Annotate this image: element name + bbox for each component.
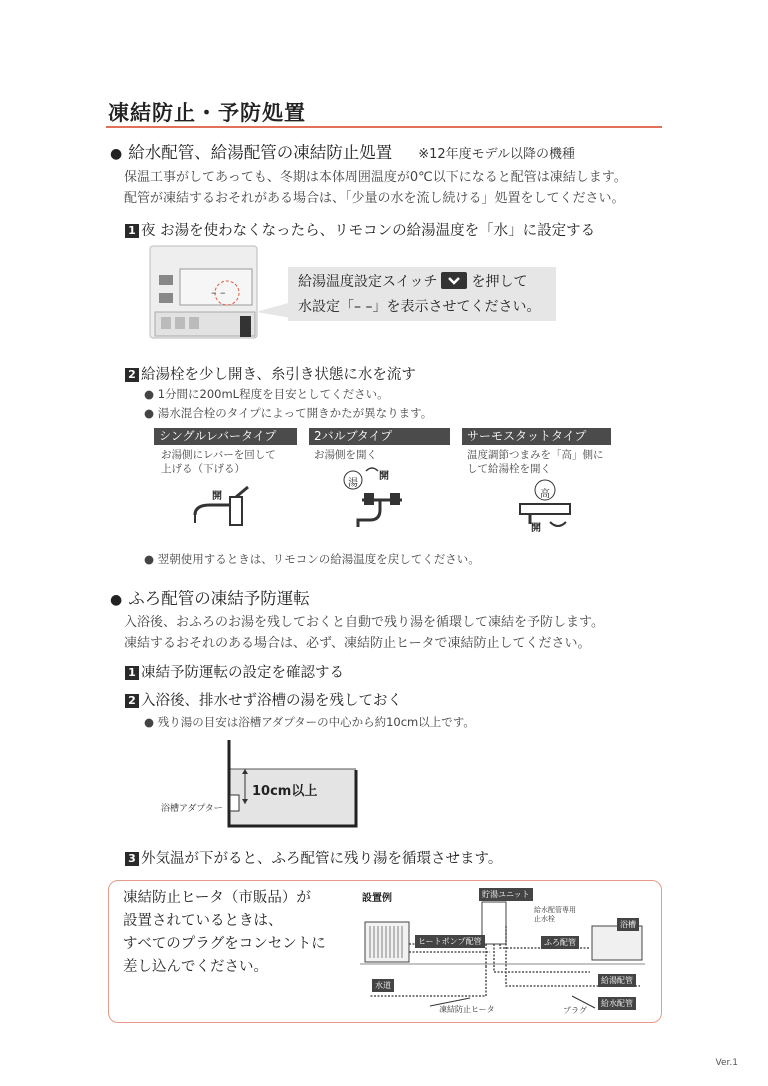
bullet-next-morning: ● 翌朝使用するときは、リモコンの給湯温度を戻してください。 xyxy=(144,552,480,566)
faucet-desc-two-valve: お湯側を開く xyxy=(314,449,377,461)
section1-body-line1: 保温工事がしてあっても、冬期は本体周囲温度が0℃以下になると配管は凍結します。 xyxy=(124,170,627,185)
single-lever-faucet-icon xyxy=(190,485,260,535)
diagram-label-water-pipe: 給水配管 xyxy=(598,997,636,1010)
callout-text-line2: 水設定「– –」を表示させてください。 xyxy=(298,299,541,315)
open-label: 開 xyxy=(531,523,541,534)
remote-control-illustration xyxy=(149,245,259,340)
bullet-text: 1分間に200mL程度を目安としてください。 xyxy=(157,387,389,401)
step-number: 2 xyxy=(125,368,139,382)
bullet-dot: ● xyxy=(110,592,123,608)
hot-label: 湯 xyxy=(348,478,358,489)
bullet-remaining-water: ● 残り湯の目安は浴槽アダプターの中心から約10cm以上です。 xyxy=(144,715,475,729)
faucet-tag-thermostat: サーモスタットタイプ xyxy=(462,428,611,445)
section2-step3: 3 外気温が下がると、ふろ配管に残り湯を循環させます。 xyxy=(125,847,502,868)
section1-step1 xyxy=(125,219,595,240)
diagram-label-bath: 浴槽 xyxy=(617,918,639,931)
diagram-title: 設置例 xyxy=(362,893,392,904)
page-title: 凍結防止・予防処置 xyxy=(108,101,306,125)
faucet-tag-two-valve: 2バルブタイプ xyxy=(309,428,450,445)
step-text: 給湯栓を少し開き、糸引き状態に水を流す xyxy=(141,367,416,383)
section1-step2 xyxy=(125,363,416,384)
open-label: 開 xyxy=(379,471,389,482)
version-label: Ver.1 xyxy=(715,1058,738,1068)
section1-body xyxy=(124,167,627,209)
open-label: 開 xyxy=(212,491,222,502)
diagram-label-heatpump-pipe: ヒートポンプ配管 xyxy=(415,935,485,948)
diagram-label-heater: 凍結防止ヒータ xyxy=(439,1005,495,1014)
title-underline xyxy=(106,126,662,128)
faucet-desc-single-lever: お湯側にレバーを回して 上げる（下げる） xyxy=(161,449,276,475)
section2-body: 入浴後、おふろのお湯を残しておくと自動で残り湯を循環して凍結を予防します。 凍結するおそれのある場合は、必ず、凍結防止ヒータで凍結防止してください。 xyxy=(124,615,604,651)
step-text: 夜 お湯を使わなくなったら、リモコンの給湯温度を「水」に設定する xyxy=(141,223,596,239)
diagram-label-valve: 給水配管専用 止水栓 xyxy=(534,906,576,923)
section2-step1: 1 凍結予防運転の設定を確認する xyxy=(125,661,344,682)
high-label: 高 xyxy=(540,489,550,500)
chevron-down-icon xyxy=(441,272,467,289)
faucet-desc-thermostat: 温度調節つまみを「高」側に して給湯栓を開く xyxy=(467,449,604,475)
diagram-label-bath-pipe: ふろ配管 xyxy=(541,936,579,949)
diagram-label-hot-pipe: 給湯配管 xyxy=(598,974,636,987)
section1-heading-text: 給水配管、給湯配管の凍結防止処置 xyxy=(128,143,393,162)
callout-text-b: を押して xyxy=(471,274,528,290)
faucet-tag-single-lever: シングルレバータイプ xyxy=(154,428,297,445)
section1-body-line2: 配管が凍結するおそれがある場合は、「少量の水を流し続ける」処置をしてください。 xyxy=(124,191,625,206)
bullet-dot: ● xyxy=(110,146,123,162)
tub-adapter-label: 浴槽アダプター xyxy=(161,804,223,814)
heater-notice-text: 凍結防止ヒータ（市販品）が 設置されているときは、 すべてのプラグをコンセントに 差し込んでください。 xyxy=(123,890,326,975)
tub-10cm-label: 10cm以上 xyxy=(252,784,318,799)
diagram-label-water-main: 水道 xyxy=(372,979,394,992)
section2-step2: 2 入浴後、排水せず浴槽の湯を残しておく xyxy=(125,689,402,710)
callout-text-a: 給湯温度設定スイッチ xyxy=(298,274,438,290)
callout-box xyxy=(288,267,556,321)
remote-display-dashes: – – xyxy=(211,286,226,299)
diagram-label-tank: 貯湯ユニット xyxy=(479,888,533,901)
bullet-list: ● 1分間に200mL程度を目安としてください。 ● 湯水混合栓のタイプによって開きかたが異なります。 xyxy=(144,387,433,420)
bullet-text: 湯水混合栓のタイプによって開きかたが異なります。 xyxy=(157,406,433,420)
callout-pointer xyxy=(256,302,292,318)
model-note: ※12年度モデル以降の機種 xyxy=(418,147,576,162)
section1-heading xyxy=(110,139,575,163)
diagram-label-plug: プラグ xyxy=(563,1006,587,1015)
section2-heading: ● ふろ配管の凍結予防運転 xyxy=(110,589,310,608)
step-number: 1 xyxy=(125,224,139,238)
